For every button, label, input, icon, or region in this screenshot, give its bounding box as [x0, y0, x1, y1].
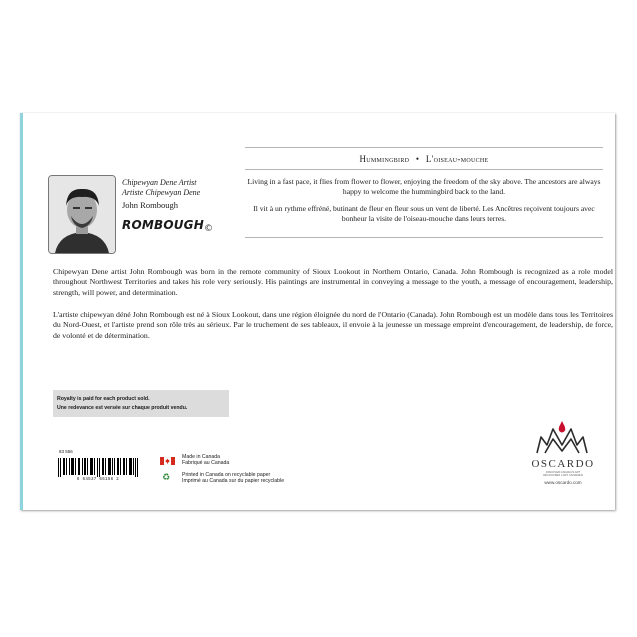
signature-text: ROMBOUGH: [122, 218, 204, 232]
heading-rule: [245, 169, 603, 170]
paper-fr: Imprimé au Canada sur du papier recyclable: [182, 478, 285, 485]
artist-signature: [122, 218, 213, 234]
artist-bio-fr: L'artiste chipewyan déné John Rombough est né à Sioux Lookout, dans une région éloignée du nord de l'Ontario (Canada). John Rombough est un modèle dans tous les Territoires du Nord-Ouest, et l'artiste prend son rôle très au sérieux. Par le truchement de ses tableaux, il envoie à la jeunesse un message empreint d'encouragement, de leadership, de force, de volonté et de détermination.: [53, 310, 613, 340]
barcode: [56, 458, 140, 477]
artwork-description-en: Living in a fast pace, it flies from flower to flower, enjoying the freedom of the sky above. The ancestors are always happy to welcome the hummingbird back to the land.: [247, 177, 601, 196]
recyclable-paper: [182, 472, 284, 484]
artwork-title: [245, 154, 603, 164]
artist-title-fr: Artiste Chipewyan Dene: [122, 188, 201, 197]
artwork-title-en: Hummingbird: [359, 154, 410, 164]
barcode-number: 6 64537 66156 2: [76, 478, 120, 482]
paper-en: Printed in Canada on recyclable paper: [182, 472, 271, 478]
brand-tagline-2: DÉCOUVREZ L'ART CANADIEN: [543, 474, 583, 478]
oscardo-logo-icon: [531, 415, 593, 457]
made-en: Made in Canada: [182, 454, 221, 460]
recycle-icon: ♻: [162, 473, 171, 483]
brand-tagline: [526, 471, 600, 478]
royalty-fr: Une redevance est versée sur chaque produit vendu.: [57, 405, 188, 411]
brand-name: OSCARDO: [531, 458, 595, 470]
top-rule: [245, 147, 603, 148]
artwork-description-fr: Il vit à un rythme effréné, butinant de fleur en fleur sous un vent de liberté. Les Ancêtres reçoivent toujours avec bonheur la visite de l'oiseau-mouche dans leurs terres.: [253, 204, 595, 223]
copyright-mark: ©: [203, 224, 214, 234]
product-sku: 83 556: [59, 449, 73, 454]
canada-flag-icon: [160, 457, 175, 465]
artist-photo: [48, 175, 116, 254]
brand-tagline-1: DISCOVER CANADA'S ART: [545, 471, 581, 474]
artist-title: [122, 178, 200, 198]
made-fr: Fabriqué au Canada: [182, 460, 230, 467]
bottom-rule: [245, 237, 603, 238]
royalty-en: Royalty is paid for each product sold.: [57, 396, 150, 402]
brand-website: www.oscardo.com: [544, 480, 582, 485]
card-back: [20, 113, 615, 510]
artist-title-en: Chipewyan Dene Artist: [122, 178, 197, 187]
title-bullet: •: [415, 154, 420, 164]
artist-bio-en: Chipewyan Dene artist John Rombough was born in the remote community of Sioux Lookout in Northern Ontario, Canada. John Rombough is recognized as a role model throughout Northwest Territories and takes his role very seriously. His paintings are instrumental in conveying a message to the youth, a message of encouragement, leadership, strength, will power, and determination.: [53, 267, 613, 297]
artwork-title-fr: L'oiseau-mouche: [425, 154, 489, 164]
made-in-canada: [182, 454, 229, 466]
artist-name: John Rombough: [122, 200, 178, 210]
royalty-notice: [53, 390, 229, 417]
